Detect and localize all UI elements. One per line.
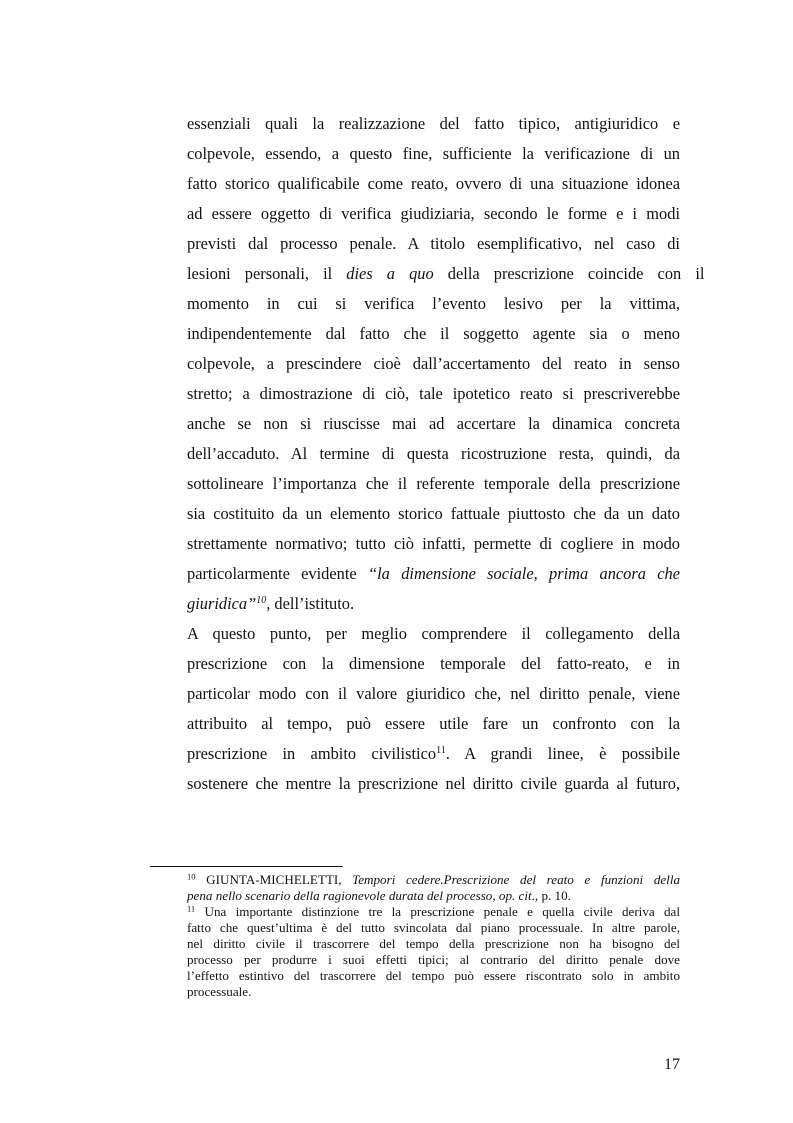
body-line: fatto storico qualificabile come reato, ovvero di una situazione idonea [187,174,680,193]
footnote-author: GIUNTA-MICHELETTI, [206,872,342,887]
quotation-comma: , [266,594,271,613]
footnote-marker-10: 10 [187,871,196,882]
footnote-tail: ., p. 10. [531,888,571,903]
footnote-ref-10[interactable]: 10 [256,595,267,606]
latin-term: dies a quo [346,264,434,283]
body-line: dell’accaduto. Al termine di questa ricostruzione resta, quindi, da [187,444,680,463]
quotation: “la dimensione sociale, prima ancora che [368,564,680,583]
body-line: colpevole, a prescindere cioè dall’accertamento del reato in senso [187,354,680,373]
body-line [187,589,680,619]
body-line: stretto; a dimostrazione di ciò, tale ipotetico reato si prescriverebbe [187,384,680,403]
body-line [187,559,680,589]
body-line: ad essere oggetto di verifica giudiziaria, secondo le forme e i modi [187,204,680,223]
footnote-11-line: processuale. [187,984,252,999]
body-text-run: della prescrizione coincide con il [447,264,705,283]
body-line: sottolineare l’importanza che il referente temporale della prescrizione [187,474,680,493]
body-line: previsti dal processo penale. A titolo esemplificativo, nel caso di [187,234,680,253]
footnote-title: pena nello scenario della ragionevole durata del processo [187,888,493,903]
footnote-11-line [187,904,680,920]
footnote-title: Tempori cedere.Prescrizione del reato e funzioni della [352,872,681,887]
footnote-11-line: l’effetto estintivo del trascorrere del tempo può essere riscontrato solo in ambito [187,968,680,983]
body-text [187,109,705,799]
body-text-run: particolarmente evidente [187,564,357,583]
footnote-separator-comma: , [492,888,496,903]
footnote-11-line: nel diritto civile il trascorrere del tempo della prescrizione non ha bisogno del [187,936,680,951]
body-line [187,739,680,769]
body-text-run: prescrizione in ambito civilistico [187,744,437,763]
body-line: sostenere che mentre la prescrizione nel diritto civile guarda al futuro, [187,774,680,793]
body-line: colpevole, essendo, a questo fine, sufficiente la verificazione di un [187,144,680,163]
footnote-10-line [187,872,680,888]
footnote-11-line: processo per produrre i suoi effetti tipici; al contrario del diritto penale dove [187,952,680,967]
quotation: giuridica” [187,594,257,613]
body-line: indipendentemente dal fatto che il soggetto agente sia o meno [187,324,680,343]
footnote-11-line: fatto che quest’ultima è del tutto svincolata dal piano processuale. In altre parole, [187,920,680,935]
footnote-text: Una importante distinzione tre la prescrizione penale e quella civile deriva dal [204,904,680,919]
footnote-separator [150,866,343,867]
body-line: prescrizione con la dimensione temporale del fatto-reato, e in [187,654,680,673]
footnote-ref-11[interactable]: 11 [436,745,446,756]
body-text-run: . A grandi linee, è possibile [445,744,680,763]
footnote-opcit: op. cit [498,888,532,903]
page-number: 17 [664,1056,680,1073]
footnote-marker-11: 11 [187,903,196,914]
body-line: sia costituito da un elemento storico fattuale piuttosto che da un dato [187,504,680,523]
body-line: A questo punto, per meglio comprendere il collegamento della [187,624,680,643]
body-line: attribuito al tempo, può essere utile fare un confronto con la [187,714,680,733]
footnote-10-line [187,888,680,904]
body-line: anche se non si riuscisse mai ad accertare la dinamica concreta [187,414,680,433]
body-text-run: dell’istituto. [270,594,355,613]
body-line [187,259,705,289]
body-line: essenziali quali la realizzazione del fatto tipico, antigiuridico e [187,114,680,133]
body-line: particolar modo con il valore giuridico che, nel diritto penale, viene [187,684,680,703]
body-line: momento in cui si verifica l’evento lesivo per la vittima, [187,294,680,313]
body-text-run: lesioni personali, il [187,264,333,283]
footnotes [187,872,680,1000]
body-line: strettamente normativo; tutto ciò infatti, permette di cogliere in modo [187,534,680,553]
